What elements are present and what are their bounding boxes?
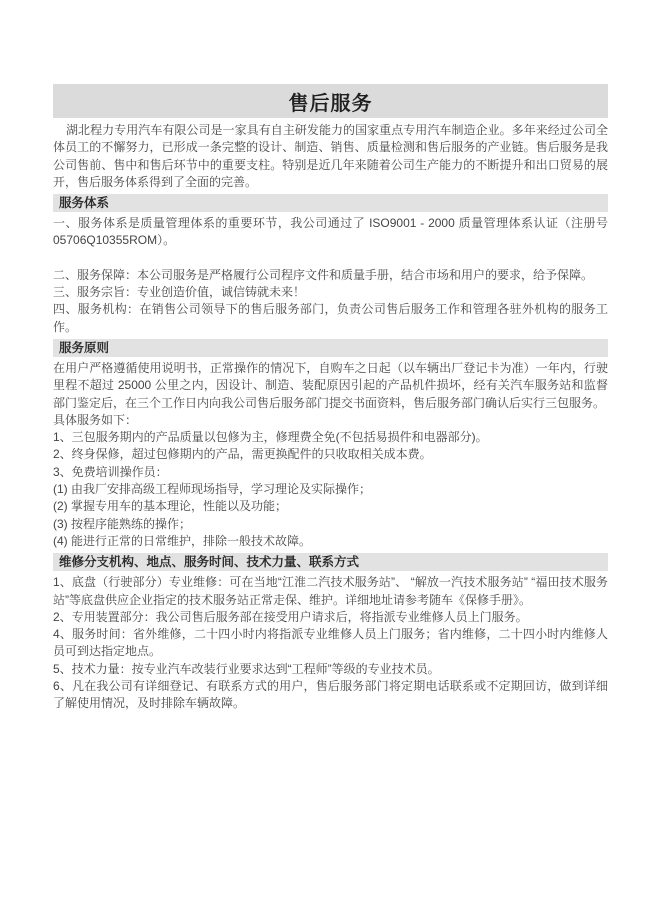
list-item: 1、底盘（行驶部分）专业维修：可在当地“江淮二汽技术服务站”、 “解放一汽技术服务站” “福田技术服务站”等底盘供应企业指定的技术服务站正常走保、维护。详细地址请参考随车《保修手册》。: [53, 575, 608, 607]
section-heading-service-system: 服务体系: [53, 194, 608, 212]
training-point: (1) 由我厂安排高级工程师现场指导，学习理论及实际操作；: [53, 482, 372, 497]
list-item: 二、服务保障：本公司服务是严格履行公司程序文件和质量手册，结合市场和用户的要求，给予保障。: [53, 267, 594, 282]
title-band: [53, 84, 608, 118]
list-item: 3、免费培训操作员：: [53, 464, 168, 479]
list-item: 4、服务时间：省外维修，二十四小时内将指派专业维修人员上门服务；省内维修，二十四小时内维修人员可到达指定地点。: [53, 627, 608, 659]
list-item: 2、专用装置部分：我公司售后服务部在接受用户请求后，将指派专业维修人员上门服务。: [53, 609, 528, 624]
training-point: (4) 能进行正常的日常维护，排除一般技术故障。: [53, 533, 312, 548]
section-heading-service-network: 维修分支机构、地点、服务时间、技术力量、联系方式: [53, 553, 608, 571]
section-heading-service-principles: 服务原则: [53, 339, 608, 357]
list-item: 2、终身保修，超过包修期内的产品，需更换配件的只收取相关成本费。: [53, 447, 432, 462]
list-item: 四、服务机构：在销售公司领导下的售后服务部门，负责公司售后服务工作和管理各驻外机构的服务工作。: [53, 302, 608, 334]
page-title: 售后服务: [288, 92, 373, 115]
training-point: (2) 掌握专用车的基本理论，性能以及功能；: [53, 499, 288, 514]
training-point: (3) 按程序能熟练的操作；: [53, 516, 192, 531]
list-item: 1、三包服务期内的产品质量以包修为主，修理费全免(不包括易损件和电器部分)。: [53, 430, 488, 445]
intro-paragraph: 湖北程力专用汽车有限公司是一家具有自主研发能力的国家重点专用汽车制造企业。多年来经过公司全体员工的不懈努力，已形成一条完整的设计、制造、销售、质量检测和售后服务的产业链。售后服务是我公司售前、售中和售后环节中的重要支柱。特别是近几年来随着公司生产能力的不断提升和出口贸易的展开，售后服务体系得到了全面的完善。: [53, 123, 608, 189]
list-item: 6、凡在我公司有详细登记、有联系方式的用户，售后服务部门将定期电话联系或不定期回访，做到详细了解使用情况，及时排除车辆故障。: [53, 679, 608, 711]
list-item: 5、技术力量：按专业汽车改装行业要求达到“工程师”等级的专业技术员。: [53, 661, 440, 676]
principles-paragraph: 在用户严格遵循使用说明书，正常操作的情况下，自购车之日起（以车辆出厂登记卡为准）一年内，行驶里程不超过 25000 公里之内，因设计、制造、装配原因引起的产品机件损坏，经有关汽车服务站和监督部门鉴定后，在三个工作日内向我公司售后服务部门提交书面资料，售后服务部门确认后实行三包服务。: [53, 360, 608, 410]
principles-subheading: 具体服务如下：: [53, 412, 138, 427]
document-content: [53, 84, 608, 713]
list-item: 三、服务宗旨：专业创造价值，诚信铸就未来！: [53, 285, 306, 300]
list-item: 一、服务体系是质量管理体系的重要环节，我公司通过了 ISO9001 - 2000 质量管理体系认证（注册号 05706Q10355ROM）。: [53, 216, 608, 248]
